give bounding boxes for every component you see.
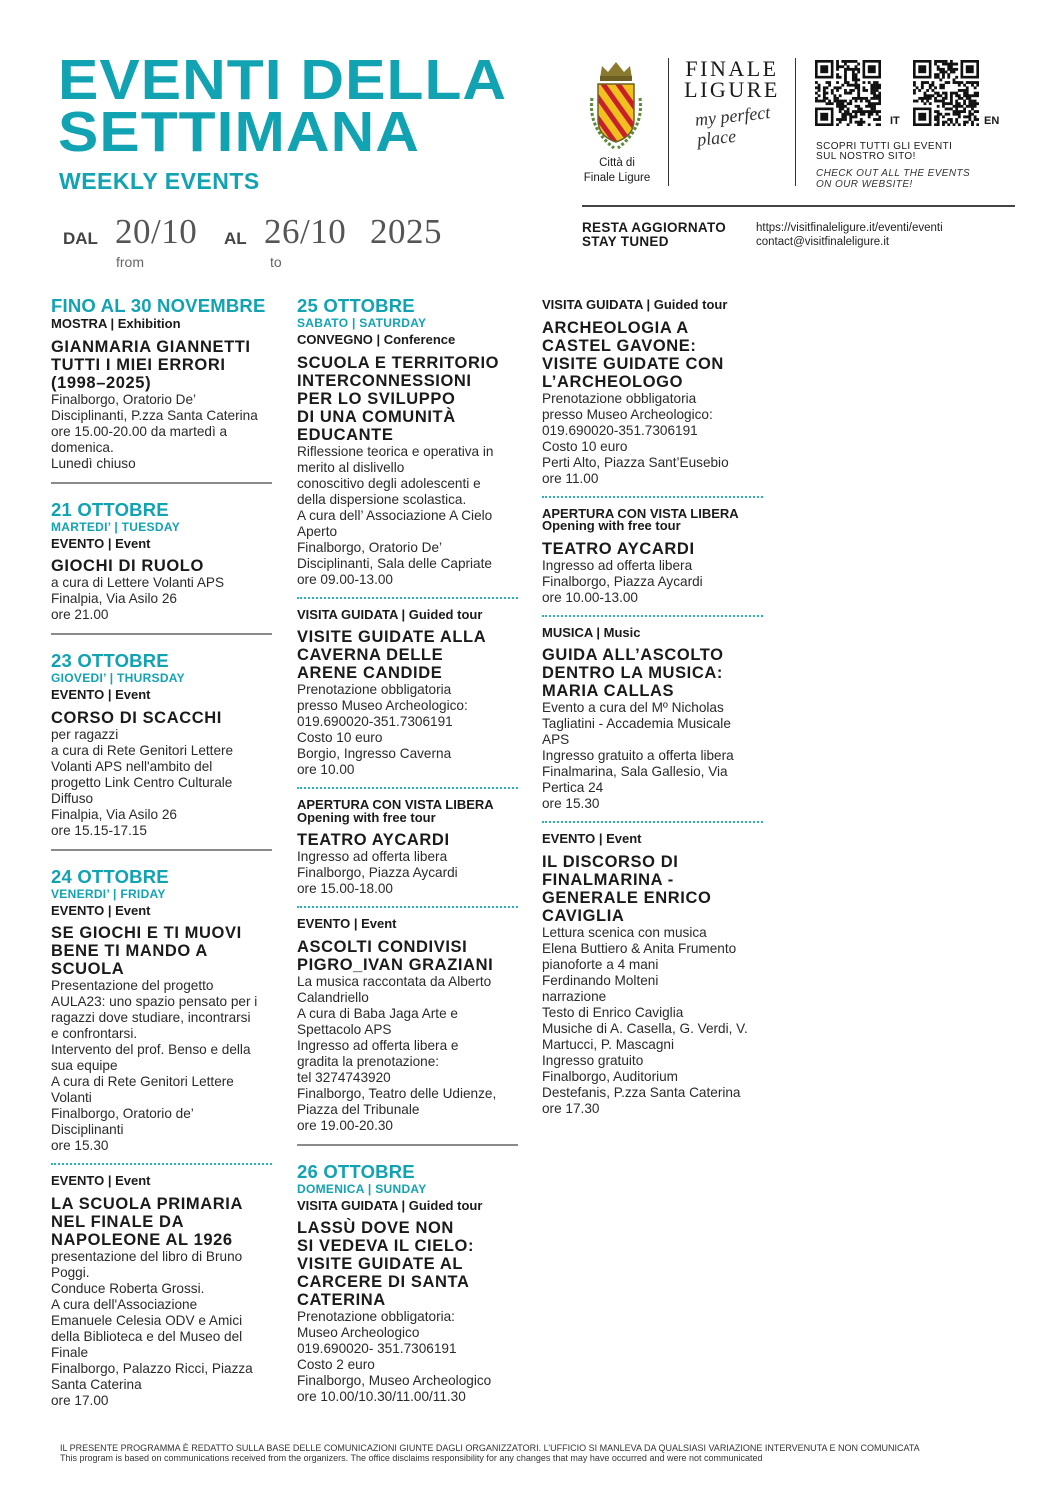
event-item bbox=[51, 535, 272, 624]
event-detail-line: A cura di Baba Jaga Arte e bbox=[297, 1005, 458, 1021]
event-detail-line: Volanti APS nell'ambito del bbox=[51, 758, 213, 774]
event-details bbox=[542, 925, 763, 1117]
event-details bbox=[297, 974, 518, 1134]
event-item bbox=[51, 902, 272, 1155]
day-weekday: DOMENICA | SUNDAY bbox=[297, 1181, 427, 1196]
event-detail-line: ore 15.30 bbox=[542, 796, 600, 811]
event-detail-line: Finalborgo, Piazza Aycardi bbox=[297, 865, 458, 880]
event-detail-line: Elena Buttiero & Anita Frumento bbox=[542, 940, 737, 956]
event-category-line: Opening with free tour bbox=[542, 518, 681, 533]
event-detail-line: Finalborgo, Auditorium bbox=[542, 1068, 679, 1084]
event-detail-line: Perti Alto, Piazza Sant’Eusebio bbox=[542, 454, 729, 470]
event-detail-line: Piazza del Tribunale bbox=[297, 1101, 420, 1117]
event-detail-line: e confrontarsi. bbox=[51, 1026, 138, 1041]
divider bbox=[582, 205, 1015, 207]
email-link[interactable]: contact@visitfinaleligure.it bbox=[756, 236, 890, 248]
event-detail-line: presso Museo Archeologico: bbox=[297, 698, 468, 713]
event-item bbox=[542, 624, 763, 813]
page-title bbox=[58, 48, 508, 164]
title-line-2: SETTIMANA bbox=[58, 100, 420, 164]
event-category bbox=[51, 902, 272, 918]
event-title-line: CATERINA bbox=[297, 1291, 386, 1309]
event-category-line: VISITA GUIDATA | Guided tour bbox=[297, 606, 483, 622]
event-title bbox=[51, 924, 272, 978]
event-title-line: CASTEL GAVONE: bbox=[542, 336, 697, 355]
event-category-line: APERTURA CON VISTA LIBERA bbox=[542, 505, 739, 521]
event-detail-line: Lettura scenica con musica bbox=[542, 924, 707, 940]
event-details bbox=[51, 727, 272, 839]
event-detail-line: Finalborgo, Palazzo Ricci, Piazza bbox=[51, 1360, 253, 1376]
event-detail-line: sua equipe bbox=[51, 1058, 118, 1073]
event-divider bbox=[51, 1163, 272, 1165]
event-title-line: LASSÙ DOVE NON bbox=[297, 1219, 454, 1237]
day-date: 21 OTTOBRE bbox=[51, 498, 169, 520]
event-detail-line: Finalmarina, Sala Gallesio, Via bbox=[542, 764, 728, 779]
event-title-line: CARCERE DI SANTA bbox=[297, 1273, 470, 1291]
events-column-2 bbox=[297, 296, 518, 1405]
event-detail-line: Finalborgo, Piazza Aycardi bbox=[542, 573, 703, 589]
event-title bbox=[542, 646, 763, 700]
event-detail-line: a cura di Rete Genitori Lettere bbox=[51, 742, 234, 758]
day-weekday: SABATO | SATURDAY bbox=[297, 316, 427, 330]
event-title-line: TEATRO AYCARDI bbox=[542, 539, 695, 558]
event-title-line: VISITE GUIDATE ALLA bbox=[297, 628, 487, 646]
event-item bbox=[297, 918, 518, 1134]
event-title-line: ASCOLTI CONDIVISI bbox=[297, 937, 468, 956]
events-column-3 bbox=[542, 296, 763, 1117]
event-detail-line: Prenotazione obbligatoria bbox=[297, 682, 452, 697]
event-category bbox=[51, 318, 272, 331]
event-title-line: CORSO DI SCACCHI bbox=[51, 708, 222, 727]
event-category-line: EVENTO | Event bbox=[51, 687, 151, 702]
event-details bbox=[51, 392, 272, 472]
event-detail-line: 019.690020- 351.7306191 bbox=[297, 1341, 457, 1356]
event-title bbox=[297, 1219, 518, 1309]
event-title bbox=[51, 338, 272, 392]
event-item bbox=[297, 799, 518, 897]
event-title bbox=[51, 557, 272, 575]
stay-tuned bbox=[582, 221, 726, 249]
event-detail-line: Diffuso bbox=[51, 790, 94, 806]
event-category-line: EVENTO | Event bbox=[51, 902, 151, 918]
day-weekday: VENERDI’ | FRIDAY bbox=[51, 886, 166, 901]
event-detail-line: 019.690020-351.7306191 bbox=[542, 422, 698, 438]
event-detail-line: AULA23: uno spazio pensato per i bbox=[51, 994, 258, 1009]
from-date: 20/10 bbox=[115, 212, 198, 251]
event-category bbox=[542, 505, 763, 533]
event-item bbox=[51, 1175, 272, 1409]
event-detail-line: narrazione bbox=[542, 988, 607, 1004]
event-category bbox=[297, 1197, 518, 1213]
event-detail-line: Ingresso ad offerta libera e bbox=[297, 1037, 459, 1053]
event-detail-line: Poggi. bbox=[51, 1264, 90, 1280]
event-divider bbox=[297, 906, 518, 908]
event-divider bbox=[297, 597, 518, 599]
footer-disclaimer bbox=[60, 1443, 920, 1463]
event-detail-line: conoscitivo degli adolescenti e bbox=[297, 475, 481, 491]
stay-en: STAY TUNED bbox=[582, 234, 669, 249]
to-label: to bbox=[270, 254, 282, 270]
event-title bbox=[297, 354, 518, 444]
event-detail-line: Finalpia, Via Asilo 26 bbox=[51, 591, 177, 606]
event-category bbox=[297, 918, 518, 931]
event-title-line: GENERALE ENRICO bbox=[542, 888, 712, 907]
event-title-line: IL DISCORSO DI bbox=[542, 852, 679, 871]
event-title-line: ARCHEOLOGIA A bbox=[542, 318, 689, 337]
logo-script: my perfect place bbox=[694, 102, 772, 150]
event-category bbox=[297, 799, 518, 824]
day-date: 24 OTTOBRE bbox=[51, 865, 169, 887]
event-detail-line: ore 15.00-20.00 da martedì a bbox=[51, 423, 228, 439]
event-detail-line: Calandriello bbox=[297, 989, 369, 1005]
event-title-line: PER LO SVILUPPO bbox=[297, 389, 456, 408]
event-detail-line: ore 09.00-13.00 bbox=[297, 571, 393, 587]
event-detail-line: ore 10.00-13.00 bbox=[542, 589, 638, 605]
website-it bbox=[816, 142, 952, 162]
day-header bbox=[297, 296, 518, 331]
contact-info bbox=[756, 221, 943, 249]
event-category-line: MOSTRA | Exhibition bbox=[51, 316, 181, 331]
event-details bbox=[51, 978, 272, 1154]
event-detail-line: Musiche di A. Casella, G. Verdi, V. bbox=[542, 1020, 748, 1036]
event-detail-line: per ragazzi bbox=[51, 726, 119, 742]
city-line-2: Finale Ligure bbox=[583, 172, 651, 184]
logo-line-1: FINALE bbox=[685, 56, 779, 81]
event-detail-line: Costo 10 euro bbox=[297, 730, 383, 745]
event-detail-line: della dispersione scolastica. bbox=[297, 491, 467, 507]
event-detail-line: Finalborgo, Museo Archeologico bbox=[297, 1373, 492, 1388]
event-item bbox=[297, 1197, 518, 1406]
event-category-line: VISITA GUIDATA | Guided tour bbox=[297, 1197, 483, 1213]
event-category bbox=[542, 299, 763, 312]
event-detail-line: a cura di Lettere Volanti APS bbox=[51, 575, 225, 590]
event-title bbox=[51, 1195, 272, 1249]
event-details bbox=[51, 575, 272, 623]
event-title bbox=[542, 540, 763, 558]
event-detail-line: ore 15.00-18.00 bbox=[297, 881, 393, 896]
event-title bbox=[51, 709, 272, 727]
event-title-line: ARENE CANDIDE bbox=[297, 664, 443, 682]
website-en-line: ON OUR WEBSITE! bbox=[816, 179, 913, 190]
city-label bbox=[572, 156, 662, 186]
event-title-line: TUTTI I MIEI ERRORI bbox=[51, 355, 226, 374]
event-detail-line: presso Museo Archeologico: bbox=[542, 406, 713, 422]
event-divider bbox=[297, 787, 518, 789]
event-detail-line: gradita la prenotazione: bbox=[297, 1053, 440, 1069]
logo-line-2: LIGURE bbox=[684, 77, 780, 102]
event-detail-line: ore 10.00/10.30/11.00/11.30 bbox=[297, 1389, 466, 1404]
event-item bbox=[542, 505, 763, 606]
event-detail-line: ore 19.00-20.30 bbox=[297, 1117, 393, 1133]
event-title-line: NAPOLEONE AL 1926 bbox=[51, 1230, 233, 1249]
event-title-line: GUIDA ALL’ASCOLTO bbox=[542, 646, 724, 664]
event-title-line: SI VEDEVA IL CIELO: bbox=[297, 1237, 475, 1255]
event-detail-line: Pertica 24 bbox=[542, 780, 604, 795]
event-details bbox=[297, 444, 518, 588]
event-detail-line: Disciplinanti, Sala delle Capriate bbox=[297, 555, 492, 571]
dal-label: DAL bbox=[63, 229, 98, 248]
event-category bbox=[297, 606, 518, 622]
event-detail-line: Ingresso gratuito bbox=[542, 1052, 644, 1068]
event-detail-line: APS bbox=[542, 732, 570, 747]
event-detail-line: ore 10.00 bbox=[297, 762, 355, 777]
event-detail-line: della Biblioteca e del Museo del bbox=[51, 1328, 243, 1344]
website-it-line: SCOPRI TUTTI GLI EVENTI bbox=[816, 141, 953, 152]
event-detail-line: Intervento del prof. Benso e della bbox=[51, 1042, 251, 1057]
event-detail-line: A cura dell'Associazione bbox=[51, 1296, 198, 1312]
qr-code-it[interactable] bbox=[815, 60, 881, 126]
event-category-line: Opening with free tour bbox=[297, 809, 436, 825]
event-detail-line: Martucci, P. Mascagni bbox=[542, 1036, 674, 1052]
event-title-line: VISITE GUIDATE CON bbox=[542, 354, 724, 373]
coat-of-arms-logo bbox=[584, 58, 648, 154]
event-detail-line: ore 17.00 bbox=[51, 1392, 109, 1408]
event-detail-line: Presentazione del progetto bbox=[51, 978, 214, 993]
event-title-line: (1998–2025) bbox=[51, 373, 152, 392]
day-date: 23 OTTOBRE bbox=[51, 650, 169, 671]
event-detail-line: Finale bbox=[51, 1344, 89, 1360]
day-header bbox=[297, 1162, 518, 1197]
divider bbox=[795, 58, 796, 186]
day-date: FINO AL 30 NOVEMBRE bbox=[51, 295, 266, 316]
event-detail-line: Borgio, Ingresso Caverna bbox=[297, 746, 452, 761]
event-detail-line: A cura dell’ Associazione A Cielo bbox=[297, 507, 493, 523]
event-detail-line: presentazione del libro di Bruno bbox=[51, 1248, 243, 1264]
event-detail-line: Finalborgo, Oratorio de’ bbox=[51, 1106, 194, 1121]
event-item bbox=[297, 606, 518, 779]
event-title-line: L’ARCHEOLOGO bbox=[542, 372, 684, 391]
event-title bbox=[297, 938, 518, 974]
event-category bbox=[542, 833, 763, 846]
finale-ligure-logo bbox=[679, 58, 785, 100]
event-category-line: EVENTO | Event bbox=[51, 1173, 151, 1188]
website-en-line: CHECK OUT ALL THE EVENTS bbox=[816, 168, 971, 179]
event-detail-line: Testo di Enrico Caviglia bbox=[542, 1004, 684, 1020]
website-link[interactable]: https://visitfinaleligure.it/eventi/eventi bbox=[756, 222, 943, 234]
event-title bbox=[297, 628, 518, 682]
event-title-line: INTERCONNESSIONI bbox=[297, 371, 472, 390]
event-title-line: SCUOLA E TERRITORIO bbox=[297, 353, 500, 372]
event-title-line: NEL FINALE DA bbox=[51, 1212, 185, 1231]
event-title-line: GIANMARIA GIANNETTI bbox=[51, 337, 251, 356]
event-detail-line: A cura di Rete Genitori Lettere bbox=[51, 1074, 234, 1089]
event-divider bbox=[542, 615, 763, 617]
event-detail-line: ore 15.30 bbox=[51, 1138, 109, 1153]
title-line-1: EVENTI DELLA bbox=[58, 48, 508, 112]
event-title-line: SE GIOCHI E TI MUOVI bbox=[51, 924, 242, 942]
event-details bbox=[297, 849, 518, 897]
event-detail-line: Disciplinanti, P.zza Santa Caterina bbox=[51, 407, 258, 423]
event-title-line: CAVERNA DELLE bbox=[297, 646, 444, 664]
event-detail-line: progetto Link Centro Culturale bbox=[51, 774, 233, 790]
event-detail-line: Ingresso ad offerta libera bbox=[297, 849, 448, 864]
event-title-line: PIGRO_IVAN GRAZIANI bbox=[297, 955, 494, 974]
event-title bbox=[542, 319, 763, 391]
event-detail-line: ore 21.00 bbox=[51, 607, 109, 622]
section-divider bbox=[51, 482, 272, 484]
disclaimer-en: This program is based on communications received from the organizers. The office disclaims responsibility for any changes that may have occurred and were not communicated bbox=[60, 1453, 763, 1463]
event-detail-line: La musica raccontata da Alberto bbox=[297, 973, 492, 989]
event-divider bbox=[542, 496, 763, 498]
event-detail-line: Museo Archeologico bbox=[297, 1325, 420, 1340]
event-category-line: EVENTO | Event bbox=[542, 831, 642, 846]
event-detail-line: Finalborgo, Teatro delle Udienze, bbox=[297, 1085, 497, 1101]
day-header bbox=[51, 500, 272, 535]
day-weekday: GIOVEDI’ | THURSDAY bbox=[51, 671, 185, 685]
event-title-line: EDUCANTE bbox=[297, 425, 394, 444]
event-item bbox=[51, 318, 272, 472]
event-detail-line: Volanti bbox=[51, 1090, 92, 1105]
event-divider bbox=[542, 821, 763, 823]
stay-it: RESTA AGGIORNATO bbox=[582, 220, 727, 235]
event-item bbox=[542, 299, 763, 487]
event-details bbox=[297, 1309, 518, 1405]
year: 2025 bbox=[370, 212, 442, 251]
event-detail-line: Lunedì chiuso bbox=[51, 455, 136, 471]
event-detail-line: ore 17.30 bbox=[542, 1100, 600, 1116]
event-category-line: VISITA GUIDATA | Guided tour bbox=[542, 297, 728, 312]
event-detail-line: Finalpia, Via Asilo 26 bbox=[51, 806, 177, 822]
event-detail-line: Aperto bbox=[297, 523, 338, 539]
website-it-line: SUL NOSTRO SITO! bbox=[816, 151, 916, 162]
day-header bbox=[51, 651, 272, 686]
event-category bbox=[542, 624, 763, 640]
qr-en-label: EN bbox=[984, 115, 1000, 127]
event-category bbox=[51, 1175, 272, 1188]
website-en bbox=[816, 168, 970, 190]
event-title-line: FINALMARINA - bbox=[542, 870, 674, 889]
event-item bbox=[542, 833, 763, 1117]
event-details bbox=[51, 1249, 272, 1409]
event-title-line: CAVIGLIA bbox=[542, 906, 625, 925]
event-detail-line: Emanuele Celesia ODV e Amici bbox=[51, 1312, 243, 1328]
event-title-line: GIOCHI DI RUOLO bbox=[51, 557, 204, 575]
events-column-1 bbox=[51, 296, 272, 1409]
to-date: 26/10 bbox=[264, 212, 347, 251]
page-subtitle: WEEKLY EVENTS bbox=[59, 168, 260, 194]
event-detail-line: ore 11.00 bbox=[542, 470, 599, 486]
event-title-line: TEATRO AYCARDI bbox=[297, 831, 450, 849]
event-category bbox=[51, 689, 272, 702]
event-title-line: MARIA CALLAS bbox=[542, 682, 675, 700]
event-title-line: SCUOLA bbox=[51, 960, 125, 978]
event-category bbox=[297, 334, 518, 347]
event-category-line: CONVEGNO | Conference bbox=[297, 332, 456, 347]
day-header bbox=[51, 867, 272, 902]
event-detail-line: domenica. bbox=[51, 439, 114, 455]
event-detail-line: Ingresso gratuito a offerta libera bbox=[542, 748, 734, 763]
event-category-line: APERTURA CON VISTA LIBERA bbox=[297, 797, 494, 812]
event-detail-line: Costo 10 euro bbox=[542, 438, 628, 454]
divider bbox=[668, 58, 669, 186]
event-category-line: MUSICA | Music bbox=[542, 624, 641, 640]
event-detail-line: Tagliatini - Accademia Musicale bbox=[542, 716, 731, 731]
event-item bbox=[297, 334, 518, 588]
event-title-line: BENE TI MANDO A bbox=[51, 942, 208, 960]
event-detail-line: Finalborgo, Oratorio De’ bbox=[51, 391, 197, 407]
event-detail-line: Prenotazione obbligatoria bbox=[542, 390, 697, 406]
event-title bbox=[542, 853, 763, 925]
qr-it-label: IT bbox=[890, 115, 900, 127]
from-label: from bbox=[116, 254, 144, 270]
event-detail-line: Destefanis, P.zza Santa Caterina bbox=[542, 1084, 741, 1100]
day-header bbox=[51, 296, 272, 315]
event-details bbox=[542, 391, 763, 487]
event-category-line: EVENTO | Event bbox=[51, 535, 151, 551]
al-label: AL bbox=[224, 229, 247, 248]
event-detail-line: 019.690020-351.7306191 bbox=[297, 714, 453, 729]
disclaimer-it: IL PRESENTE PROGRAMMA È REDATTO SULLA BASE DELLE COMUNICAZIONI GIUNTE DAGLI ORGANIZZATORI. L’UFFICIO SI MANLEVA DA QUALSIASI VARIAZIONE INTERVENUTA E NON COMUNICATA bbox=[60, 1443, 920, 1453]
event-detail-line: Costo 2 euro bbox=[297, 1357, 375, 1372]
event-detail-line: Ferdinando Molteni bbox=[542, 972, 659, 988]
event-detail-line: ore 15.15-17.15 bbox=[51, 822, 147, 838]
event-details bbox=[297, 682, 518, 778]
event-detail-line: Spettacolo APS bbox=[297, 1021, 392, 1037]
event-detail-line: Disciplinanti bbox=[51, 1122, 124, 1137]
day-date: 25 OTTOBRE bbox=[297, 295, 415, 316]
section-divider bbox=[51, 633, 272, 635]
event-title-line: DI UNA COMUNITÀ bbox=[297, 407, 456, 426]
qr-code-en[interactable] bbox=[913, 60, 979, 126]
event-detail-line: Riflessione teorica e operativa in bbox=[297, 443, 494, 459]
event-detail-line: ragazzi dove studiare, incontrarsi bbox=[51, 1010, 251, 1025]
city-line-1: Città di bbox=[599, 157, 635, 169]
event-title-line: VISITE GUIDATE AL bbox=[297, 1255, 464, 1273]
event-title bbox=[297, 831, 518, 849]
event-detail-line: pianoforte a 4 mani bbox=[542, 956, 659, 972]
event-detail-line: Conduce Roberta Grossi. bbox=[51, 1280, 205, 1296]
event-detail-line: tel 3274743920 bbox=[297, 1069, 391, 1085]
event-category-line: EVENTO | Event bbox=[297, 916, 397, 931]
day-weekday: MARTEDI’ | TUESDAY bbox=[51, 519, 180, 534]
event-details bbox=[542, 558, 763, 606]
event-title-line: LA SCUOLA PRIMARIA bbox=[51, 1194, 243, 1213]
day-date: 26 OTTOBRE bbox=[297, 1160, 415, 1182]
section-divider bbox=[297, 1144, 518, 1146]
section-divider bbox=[51, 849, 272, 851]
event-title-line: DENTRO LA MUSICA: bbox=[542, 664, 723, 682]
event-detail-line: Prenotazione obbligatoria: bbox=[297, 1309, 455, 1324]
event-item bbox=[51, 689, 272, 839]
event-detail-line: Finalborgo, Oratorio De’ bbox=[297, 539, 443, 555]
event-category bbox=[51, 535, 272, 551]
event-detail-line: Santa Caterina bbox=[51, 1376, 142, 1392]
event-detail-line: Ingresso ad offerta libera bbox=[542, 557, 693, 573]
event-detail-line: Evento a cura del Mº Nicholas bbox=[542, 700, 724, 715]
event-details bbox=[542, 700, 763, 812]
event-detail-line: merito al dislivello bbox=[297, 459, 405, 475]
